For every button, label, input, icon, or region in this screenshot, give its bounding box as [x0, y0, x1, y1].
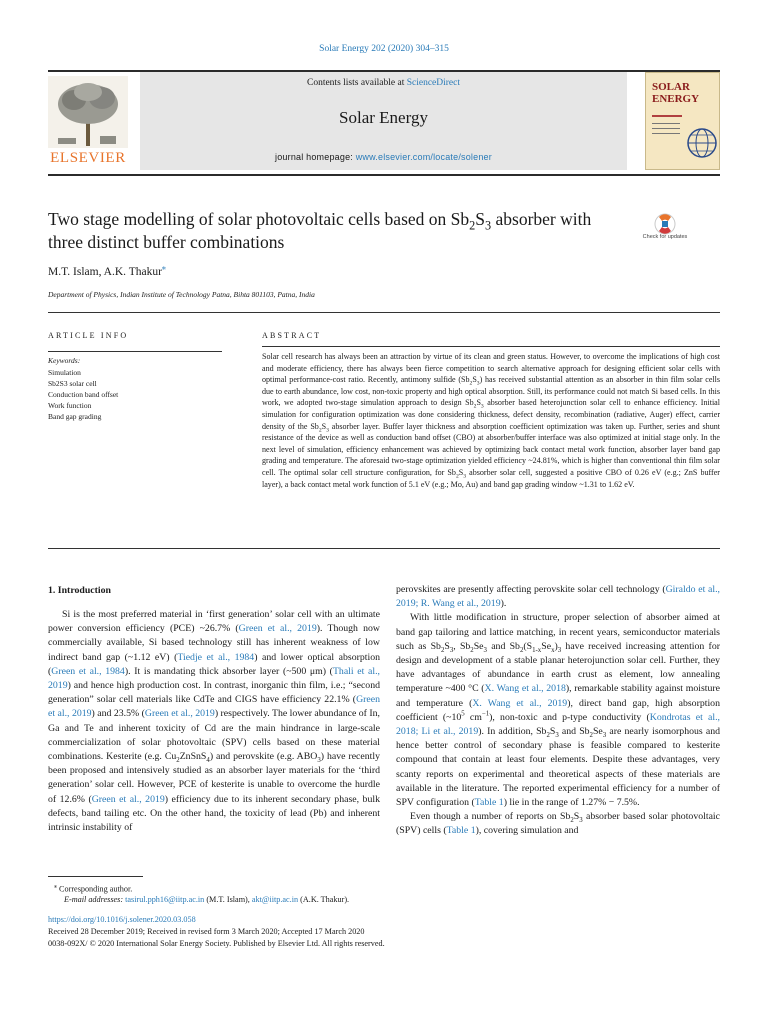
cover-line — [652, 128, 680, 129]
check-for-updates-label: Check for updates — [642, 234, 688, 240]
cover-stripe — [652, 115, 682, 117]
section-divider — [48, 548, 720, 549]
keyword-item: Sb2S3 solar cell — [48, 379, 97, 388]
copyright-line: 0038-092X/ © 2020 International Solar Energy Society. Published by Elsevier Ltd. All rights reserved. — [48, 939, 385, 948]
ref-link[interactable]: X. Wang et al., 2019 — [472, 697, 568, 709]
introduction-heading: 1. Introduction — [48, 585, 111, 596]
ref-link[interactable]: Kondrotas et al., 2018; Li et al., 2019 — [396, 711, 720, 738]
corresponding-author-mark[interactable]: ⁎ — [161, 263, 166, 272]
header-bottom-rule — [48, 174, 720, 176]
contents-line: Contents lists available at ScienceDirect — [306, 78, 460, 88]
abstract-rule — [262, 346, 720, 347]
intro-right-column — [396, 583, 720, 839]
cover-globe-icon — [686, 119, 718, 165]
ref-link[interactable]: X. Wang et al., 2018 — [484, 683, 566, 695]
publisher-wordmark: ELSEVIER — [50, 150, 126, 166]
intro-paragraph: Si is the most preferred material in ‘first generation’ solar cell with an ultimate power conversion efficiency (PCE) ~26.7% (Green et al., 2019). Though now commercially available, Si based technology still has inherent weakness of low indirect band gap (~1.12 eV) (Tiedje et al., 1984) and lower optical absorption (Green et al., 1984). It is mandating thick absorber layer (~500 μm) (Thali et al., 2019) and hence high production cost. In contrast, inorganic thin film, i.e.; “second generation” solar cell materials like CdTe and CIGS have efficiency 22.1% (Green et al., 2019) and 23.5% (Green et al., 2019) respectively. The lower abundance of In, Ga and Te and inherent toxicity of Cd are the main hindrance in large-scale commercialization of solar photovoltaic (SPV) cells based on these material combinations. Kesterite (e.g. $Cu_2ZnSnS_4$) and perovskite (e.g. $ABO_3$) have recently been proposed and intensively studied as an absorber layer materials for the ‘third generation’ solar cell. However, PCE of kesterite is unable to overcome the hurdle of 12.6% (Green et al., 2019) efficiency due to its inherent secondary phase, bulk defects, band tailing etc. On the other hand, the toxicity of lead (Pb) and inherent intrinsic instability of — [48, 609, 380, 834]
ref-link[interactable]: Table 1 — [446, 825, 476, 837]
intro-paragraph: With little modification in structure, proper selection of absorber aimed at band gap tailoring and lattice matching, in recent years, semiconductor materials such as $Sb_2S_3$, $Sb_2Se_3$ and $Sb_2(S_{1-x}Se_x)_3$ have received increasing attention for design and development of a stable planar heterojunction solar cell. Further, they have advantages of abundance in earth crust as element, low annealing temperature ~400 °C (X. Wang et al., 2018), remarkable stability against moisture and temperature (X. Wang et al., 2019), direct band gap, high absorption coefficient ($\sim 10^5$ $cm^{-1}$), non-toxic and p-type conductivity (Kondrotas et al., 2018; Li et al., 2019). In addition, $Sb_2S_3$ and $Sb_2Se_3$ are nearly isomorphous and hence better control of secondary phase is feasible compared to kesterite compound that contain at least four elements. Despite these advantages, very scanty reports on experimental and theoretical aspects of these materials are available in the literature. The reported experimental efficiency for a number of SPV configuration (Table 1) lie in the range of 1.27% − 7.5%. — [396, 612, 721, 809]
ref-link[interactable]: Giraldo et al., 2019; R. Wang et al., 2019 — [396, 584, 720, 610]
keywords-list — [48, 367, 118, 422]
ref-link[interactable]: Green et al., 2019 — [144, 708, 215, 720]
sciencedirect-link[interactable]: ScienceDirect — [406, 78, 460, 88]
ref-link[interactable]: Thali et al., 2019 — [48, 665, 380, 692]
intro-left-column — [48, 608, 380, 835]
cover-line — [652, 123, 680, 124]
intro-paragraph: perovskites are presently affecting perovskite solar cell technology (Giraldo et al., 2019; R. Wang et al., 2019). — [396, 584, 720, 610]
article-title: Two stage modelling of solar photovoltaic cells based on $Sb_2S_3$ absorber with three distinct buffer combinations — [48, 209, 592, 252]
ref-link[interactable]: Green et al., 2019 — [238, 623, 317, 635]
email-link[interactable]: tasirul.pph16@iitp.ac.in — [125, 895, 205, 904]
keywords-label: Keywords: — [48, 356, 81, 365]
ref-link[interactable]: Table 1 — [474, 797, 504, 809]
keyword-item: Conduction band offset — [48, 390, 119, 399]
cover-title: SOLAR ENERGY — [652, 81, 700, 105]
journal-header-box — [140, 72, 627, 170]
received-dates: Received 28 December 2019; Received in revised form 3 March 2020; Accepted 17 March 2020 — [48, 927, 365, 936]
section-divider — [48, 312, 720, 313]
cover-line — [652, 133, 680, 134]
ref-link[interactable]: Tiedje et al., 1984 — [177, 651, 255, 663]
ref-link[interactable]: Green et al., 2019 — [91, 793, 165, 805]
keyword-item: Work function — [48, 401, 92, 410]
intro-paragraph: Even though a number of reports on $Sb_2S_3$ absorber based solar photovoltaic (SPV) cells (Table 1), covering simulation and — [396, 811, 720, 837]
ref-link[interactable]: Green et al., 2019 — [48, 694, 380, 720]
affiliation: Department of Physics, Indian Institute of Technology Patna, Bihta 801103, Patna, India — [48, 290, 315, 299]
journal-cover-thumbnail — [645, 72, 720, 170]
article-info-rule — [48, 351, 222, 352]
journal-citation[interactable]: Solar Energy 202 (2020) 304–315 — [319, 44, 449, 54]
email-link[interactable]: akt@iitp.ac.in — [251, 895, 299, 904]
homepage-link[interactable]: www.elsevier.com/locate/solener — [355, 152, 492, 162]
check-for-updates-button[interactable] — [648, 212, 682, 250]
keyword-item: Band gap grading — [48, 412, 102, 421]
journal-title: Solar Energy — [339, 108, 428, 127]
check-for-updates-icon — [648, 212, 682, 236]
author-list: M.T. Islam, A.K. Thakur⁎ — [48, 263, 166, 278]
abstract-heading: ABSTRACT — [262, 331, 322, 340]
ref-link[interactable]: Green et al., 1984 — [51, 665, 125, 677]
article-info-heading: ARTICLE INFO — [48, 331, 129, 340]
keyword-item: Simulation — [48, 368, 81, 377]
email-addresses: E-mail addresses: tasirul.pph16@iitp.ac.in (M.T. Islam), akt@iitp.ac.in (A.K. Thakur). — [64, 895, 350, 904]
doi-link[interactable]: https://doi.org/10.1016/j.solener.2020.03.058 — [48, 915, 196, 924]
footnote-rule — [48, 876, 143, 877]
abstract-text: Solar cell research has always been an attraction by virtue of its clean and green status. However, to overcome the implications of high cost and moderate efficiency, there has always been fierce competition to search alternative approach for designing efficient solar cells with optimal performance-cost ratio. Recently, antimony sulfide $(Sb_2S_3)$ has received substantial attention as an absorber in thin film solar cells due to earth abundance, low cost, non-toxic property and high optical absorption. Still, its performance could not match Si based cells. In this work, we adopted two-stage simulation approach to design $Sb_2S_3$ absorber based heterojunction solar cell to enhance efficiency. Initial simulation for configuration optimization was done considering thickness, defect density, recombination (radiative, Auger) effect, carrier density of the $Sb_2S_3$ absorber layer. Buffer layer thickness and absorption coefficient optimization was taken up. Further, series and shunt resistance of the device as well as conduction band offset (CBO) at absorber/buffer interface was also optimized at initial stage only. In the next level of simulation, efficiency enhancement was achieved by optimizing back contact metal work function, absorber layer band gap grading and temperature. The aforesaid two-stage optimization yielded efficiency ~24.81%, which is higher than conventional thin film solar cell. The optimal solar cell structure configuration, for $Sb_2S_3$ absorber solar cell, suggested a positive CBO of 0.26 eV (e.g.; ZnS buffer layer), a back contact metal work function of 5.1 eV (e.g.; Mo, Au) and band gap grading window ~1.31 to 1.62 eV. — [262, 352, 720, 489]
corresponding-author-note: ⁎ Corresponding author. — [54, 884, 133, 894]
journal-homepage: journal homepage: www.elsevier.com/locate/solener — [275, 152, 492, 162]
